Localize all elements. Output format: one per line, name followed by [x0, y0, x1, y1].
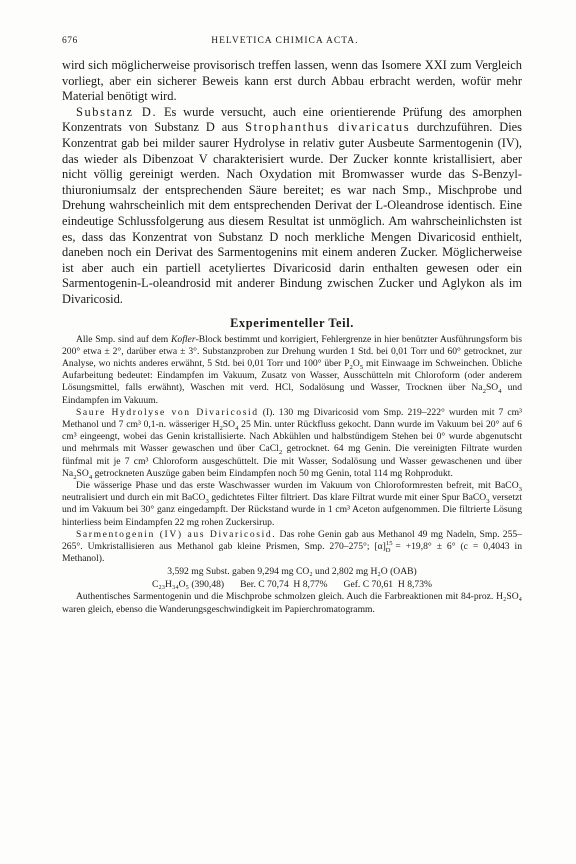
- molecular-formula: C₂₃H₃₄O₅ (390,48): [151, 579, 225, 591]
- kofler-name: Kofler: [171, 333, 196, 345]
- analysis-results: [62, 578, 522, 591]
- page-header: [62, 36, 522, 46]
- calculated-values: Ber. C 70,74 H 8,77%: [240, 579, 328, 591]
- substanz-d-heading: Substanz D.: [76, 104, 158, 119]
- species-name: Strophanthus divaricatus: [245, 120, 411, 135]
- hydrolysis-paragraph: Saure Hydrolyse von Divaricosid (I). 130 mg Divaricosid vom Smp. 219–222° wurden mit 7 cm³ Methanol und 7 cm³ 0,1-n. wässeriger $H_2SO_4$ 25 Min. unter Rückfluss gekocht. Dann wurde im Vakuum bei 20° auf 6 cm³ eingeengt, wobei das Genin kristallisierte. Nach Abkühlen und halbstündigem Stehen bei 0° wurde abgenutscht und mehrmals mit Wasser gewaschen und über CaCl$_2$ getrocknet. 64 mg Genin. Die vereinigten Filtrate wurden fünfmal mit je 7 cm³ Chloroform ausgeschüttelt. Die mit Wasser, Sodalösung und Wasser gewaschenen und über $Na_2SO_4$ getrockneten Auszüge gaben beim Eindampfen noch 50 mg Genin, total 114 mg Rohprodukt.: [62, 406, 522, 481]
- hydrolysis-heading: Saure Hydrolyse von Divaricosid: [76, 406, 259, 418]
- analysis-block: [62, 565, 522, 591]
- substanz-d-text-2: durchzuführen. Dies Konzentrat gab bei milder saurer Hydrolyse in relativ guter Ausbeute Sarmentogenin (IV), das wieder als Dibenzoat V charakterisiert wurde. Der Zucker konnte kristallisiert, aber nicht völlig gereinigt werden. Nach Oxydation mit Bromwasser wurde das S-Benzyl-thiuroniumsalz der entsprechenden Säure bereitet; es war nach Smp., Mischprobe und Drehung wahrscheinlich mit dem entsprechenden Derivat der L-Oleandrose identisch. Eine eindeutige Schlussfolgerung aus diesem Resultat ist unmöglich. Am wahrscheinlichsten ist es, dass das Konzentrat von Substanz D noch merkliche Mengen Divaricosid enthielt, daneben noch ein Derivat des Sarmentogenins mit einem anderen Zucker. Möglicherweise ist aber auch ein partiell acetyliertes Divaricosid darin enthalten gewesen oder ein Sarmentogenin-L-oleandrosid mit anderer Bindung zwischen Zucker und Aglykon als im Divaricosid.: [62, 120, 522, 306]
- analysis-line: 3,592 mg Subst. gaben 9,294 mg CO₂ und 2,802 mg H₂O (OAB): [167, 566, 417, 578]
- sarmentogenin-heading: Sarmentogenin (IV) aus Divaricosid.: [76, 528, 277, 540]
- main-text: [62, 58, 522, 308]
- experimental-section: [62, 334, 522, 616]
- closing-paragraph: Authentisches Sarmentogenin und die Mischprobe schmolzen gleich. Auch die Farbreaktionen mit 84-proz. H₂SO₄ waren gleich, ebenso die Wanderungsgeschwindigkeit im Papierchromatogramm.: [62, 591, 522, 615]
- found-values: Gef. C 70,61 H 8,73%: [343, 579, 433, 591]
- intro-paragraph: wird sich möglicherweise provisorisch treffen lassen, wenn das Isomere XXI zum Vergleich vorliegt, aber ein sicherer Beweis kann erst durch Abbau erbracht werden, wofür mehr Material benötigt wird.: [62, 58, 522, 104]
- substanz-d-text-1: Es wurde versucht, auch eine orientierende Prüfung des amorphen Konzentrats von Substanz D aus: [62, 104, 522, 135]
- sarmentogenin-paragraph: Sarmentogenin (IV) aus Divaricosid. Das rohe Genin gab aus Methanol 49 mg Nadeln, Smp. 255–265°. Umkristallisieren aus Methanol gab kleine Prismen, Smp. 270–275°; $[\alpha]^{15}_D = +19,8^\circ \pm 6^\circ$ (c = 0,4043 in Methanol).: [62, 528, 522, 565]
- experimental-heading: Experimenteller Teil.: [230, 315, 354, 330]
- journal-title: HELVETICA CHIMICA ACTA.: [211, 36, 359, 46]
- page-number: 676: [62, 36, 78, 46]
- aqueous-phase-paragraph: Die wässerige Phase und das erste Waschwasser wurden im Vakuum von Chloroformresten befreit, mit BaCO$_3$ neutralisiert und durch ein mit BaCO$_3$ gedichtetes Filter filtriert. Das klare Filtrat wurde mit einer Spur BaCO$_3$ versetzt und im Vakuum bei 30° ganz eingedampft. Der Rückstand wurde in 1 cm³ Aceton aufgenommen. Die filtrierte Lösung hinterliess beim Eindampfen 22 mg rohen Zuckersirup.: [62, 479, 523, 528]
- general-methods-paragraph: Alle Smp. sind auf dem Kofler-Block bestimmt und korrigiert, Fehlergrenze in hier benützter Ausführungsform bis 200° etwa ± 2°, darüber etwa ± 3°. Substanzproben zur Drehung wurden 1 Std. bei 0,01 Torr und 60° getrocknet, zur Analyse, wo nichts anderes erwähnt, 5 Std. bei 0,01 Torr und 100° über $P_2O_5$ mit Einwaage im Schweinchen. Übliche Aufarbeitung bedeutet: Eindampfen im Vakuum, Zusatz von Wasser, Ausschütteln mit Chloroform (oder anderem Lösungsmittel, falls erwähnt), Waschen mit verd. HCl, Sodalösung und Wasser, Trocknen über $Na_2SO_4$ und Eindampfen im Vakuum.: [62, 333, 522, 406]
- substanz-d-paragraph: [62, 105, 522, 308]
